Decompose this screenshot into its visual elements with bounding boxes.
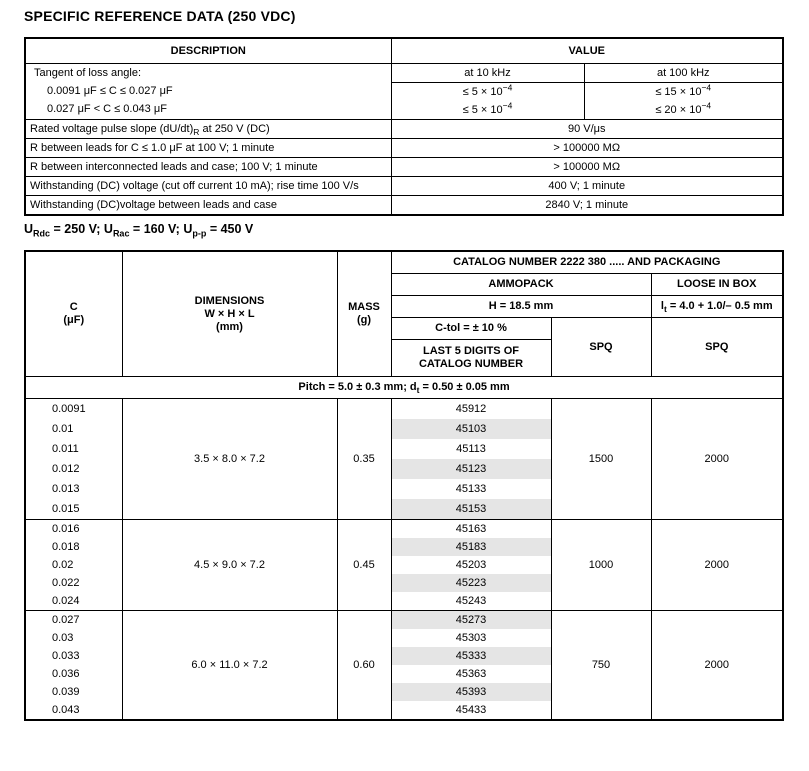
value-text: = 450 V <box>206 222 254 236</box>
description-cell <box>25 139 391 158</box>
c-value-cell: 0.012 <box>25 459 122 479</box>
dimensions-column-header <box>122 251 337 377</box>
exponent: −4 <box>701 82 712 93</box>
c-value-cell: 0.03 <box>25 629 122 647</box>
dimensions-cell: 3.5 × 8.0 × 7.2 <box>122 399 337 520</box>
catalog-number-cell: 45433 <box>391 701 551 720</box>
catalog-number-cell: 45912 <box>391 399 551 420</box>
reference-data-table <box>24 37 784 216</box>
tangent-value-cell <box>391 83 584 102</box>
c-value-cell: 0.039 <box>25 683 122 701</box>
label-text: Withstanding (DC) voltage (cut off current 10 mA); rise time 100 V/s <box>30 180 359 192</box>
value-text: = 4.0 + 1.0/– 0.5 mm <box>666 300 773 312</box>
catalog-number-cell: 45123 <box>391 459 551 479</box>
value-cell: > 100000 MΩ <box>391 158 783 177</box>
exponent: −4 <box>701 101 712 111</box>
subscript: t <box>663 304 667 315</box>
table-row <box>25 64 783 83</box>
catalog-number-cell: 45163 <box>391 520 551 539</box>
operating-conditions-line <box>24 222 254 239</box>
header-text: W × H × L <box>204 307 255 320</box>
description-cell <box>25 158 391 177</box>
table-row <box>25 520 783 539</box>
c-value-cell: 0.033 <box>25 647 122 665</box>
c-value-cell: 0.043 <box>25 701 122 720</box>
value-text: = 160 V; <box>129 222 184 236</box>
spq-ammopack-cell: 1500 <box>551 399 651 520</box>
table-header-row <box>25 251 783 274</box>
catalog-packaging-header: CATALOG NUMBER 2222 380 ..... AND PACKAGING <box>391 251 783 274</box>
spq-loose-cell: 2000 <box>651 611 783 721</box>
tangent-value-cell <box>584 101 783 120</box>
value-header-cell: VALUE <box>391 38 783 64</box>
exponent: −4 <box>502 82 513 93</box>
mass-cell: 0.35 <box>337 399 391 520</box>
tangent-value-cell <box>584 83 783 102</box>
ammopack-header: AMMOPACK <box>391 274 651 296</box>
value-text: ≤ 15 × 10 <box>655 86 702 98</box>
table-row <box>25 196 783 216</box>
catalog-number-cell: 45153 <box>391 499 551 520</box>
catalog-number-cell: 45303 <box>391 629 551 647</box>
c-value-cell: 0.024 <box>25 592 122 611</box>
header-text: CATALOG NUMBER <box>418 358 524 370</box>
catalog-number-cell: 45333 <box>391 647 551 665</box>
catalog-number-cell: 45243 <box>391 592 551 611</box>
value-text: = 250 V; <box>50 222 104 236</box>
pitch-note-row <box>25 377 783 399</box>
catalog-number-cell: 45273 <box>391 611 551 630</box>
table-row <box>25 139 783 158</box>
subscript: p-p <box>192 228 207 239</box>
subscript: R <box>193 127 200 138</box>
spq-ammopack-header: SPQ <box>551 318 651 377</box>
symbol: l <box>660 300 664 312</box>
value-cell: 400 V; 1 minute <box>391 177 783 196</box>
c-tolerance-cell: C-tol = ± 10 % <box>391 318 551 340</box>
label-text: R between leads for C ≤ 1.0 μF at 100 V; 1 minute <box>30 142 275 154</box>
description-cell <box>25 177 391 196</box>
label-text: R between interconnected leads and case; 100 V; 1 minute <box>30 161 318 173</box>
symbol: U <box>103 222 113 236</box>
c-column-header <box>25 251 122 377</box>
pitch-note-cell <box>25 377 783 399</box>
dimensions-cell: 4.5 × 9.0 × 7.2 <box>122 520 337 611</box>
value-text: ≤ 20 × 10 <box>655 104 702 116</box>
tangent-value-cell <box>391 101 584 120</box>
c-value-cell: 0.011 <box>25 439 122 459</box>
c-value-cell: 0.013 <box>25 479 122 499</box>
symbol: U <box>183 222 193 236</box>
description-header-cell: DESCRIPTION <box>25 38 391 64</box>
label-text: Withstanding (DC)voltage between leads and case <box>30 199 278 211</box>
spq-ammopack-cell: 750 <box>551 611 651 721</box>
description-cell <box>25 120 391 139</box>
c-value-cell: 0.036 <box>25 665 122 683</box>
mass-cell: 0.45 <box>337 520 391 611</box>
catalog-number-cell: 45223 <box>391 574 551 592</box>
value-cell: > 100000 MΩ <box>391 139 783 158</box>
spq-loose-cell: 2000 <box>651 520 783 611</box>
header-text: C <box>69 301 78 313</box>
catalog-number-cell: 45133 <box>391 479 551 499</box>
tangent-range-2: 0.027 μF < C ≤ 0.043 μF <box>47 103 167 115</box>
description-cell <box>25 196 391 216</box>
header-text: (mm) <box>216 320 243 333</box>
spq-ammopack-cell: 1000 <box>551 520 651 611</box>
c-value-cell: 0.022 <box>25 574 122 592</box>
spq-loose-header: SPQ <box>651 318 783 377</box>
c-value-cell: 0.016 <box>25 520 122 539</box>
value-text: ≤ 5 × 10 <box>462 86 503 98</box>
table-row <box>25 611 783 630</box>
label-text: Rated voltage pulse slope (dU/dt) <box>30 123 194 135</box>
tangent-label: Tangent of loss angle: <box>34 67 142 79</box>
table-row <box>25 177 783 196</box>
symbol: U <box>24 222 34 236</box>
mass-column-header <box>337 251 391 377</box>
page-title: SPECIFIC REFERENCE DATA (250 VDC) <box>24 8 296 24</box>
catalog-number-cell: 45113 <box>391 439 551 459</box>
table-header-row <box>25 38 783 64</box>
loose-lead-length-cell <box>651 296 783 318</box>
spq-loose-cell: 2000 <box>651 399 783 520</box>
catalog-table <box>24 250 784 721</box>
catalog-number-cell: 45363 <box>391 665 551 683</box>
mass-cell: 0.60 <box>337 611 391 721</box>
value-cell: 2840 V; 1 minute <box>391 196 783 216</box>
label-text: at 250 V (DC) <box>199 123 270 135</box>
subscript: t <box>416 385 420 396</box>
ammopack-height-cell: H = 18.5 mm <box>391 296 651 318</box>
loose-in-box-header: LOOSE IN BOX <box>651 274 783 296</box>
header-text: LAST 5 DIGITS OF <box>423 345 519 357</box>
value-text: = 0.50 ± 0.05 mm <box>419 381 510 393</box>
catalog-number-cell: 45183 <box>391 538 551 556</box>
header-text: DIMENSIONS <box>194 294 265 307</box>
header-text: (μF) <box>63 314 85 326</box>
c-value-cell: 0.02 <box>25 556 122 574</box>
subscript: Rdc <box>33 228 51 239</box>
table-row <box>25 158 783 177</box>
last-5-digits-header <box>391 340 551 377</box>
c-value-cell: 0.0091 <box>25 399 122 420</box>
freq-10khz-cell: at 10 kHz <box>391 64 584 83</box>
header-text: MASS <box>348 301 380 313</box>
c-value-cell: 0.015 <box>25 499 122 520</box>
catalog-number-cell: 45203 <box>391 556 551 574</box>
subscript: Rac <box>112 228 130 239</box>
header-text: (g) <box>356 314 372 326</box>
value-cell: 90 V/μs <box>391 120 783 139</box>
c-value-cell: 0.027 <box>25 611 122 630</box>
catalog-number-cell: 45393 <box>391 683 551 701</box>
tangent-of-loss-angle-cell <box>25 64 391 120</box>
c-value-cell: 0.018 <box>25 538 122 556</box>
tangent-range-1: 0.0091 μF ≤ C ≤ 0.027 μF <box>47 85 173 97</box>
catalog-number-cell: 45103 <box>391 419 551 439</box>
value-text: ≤ 5 × 10 <box>462 104 503 116</box>
table-row <box>25 120 783 139</box>
c-value-cell: 0.01 <box>25 419 122 439</box>
freq-100khz-cell: at 100 kHz <box>584 64 783 83</box>
table-row <box>25 399 783 420</box>
exponent: −4 <box>502 101 513 111</box>
value-text: Pitch = 5.0 ± 0.3 mm; d <box>298 381 417 393</box>
dimensions-cell: 6.0 × 11.0 × 7.2 <box>122 611 337 721</box>
